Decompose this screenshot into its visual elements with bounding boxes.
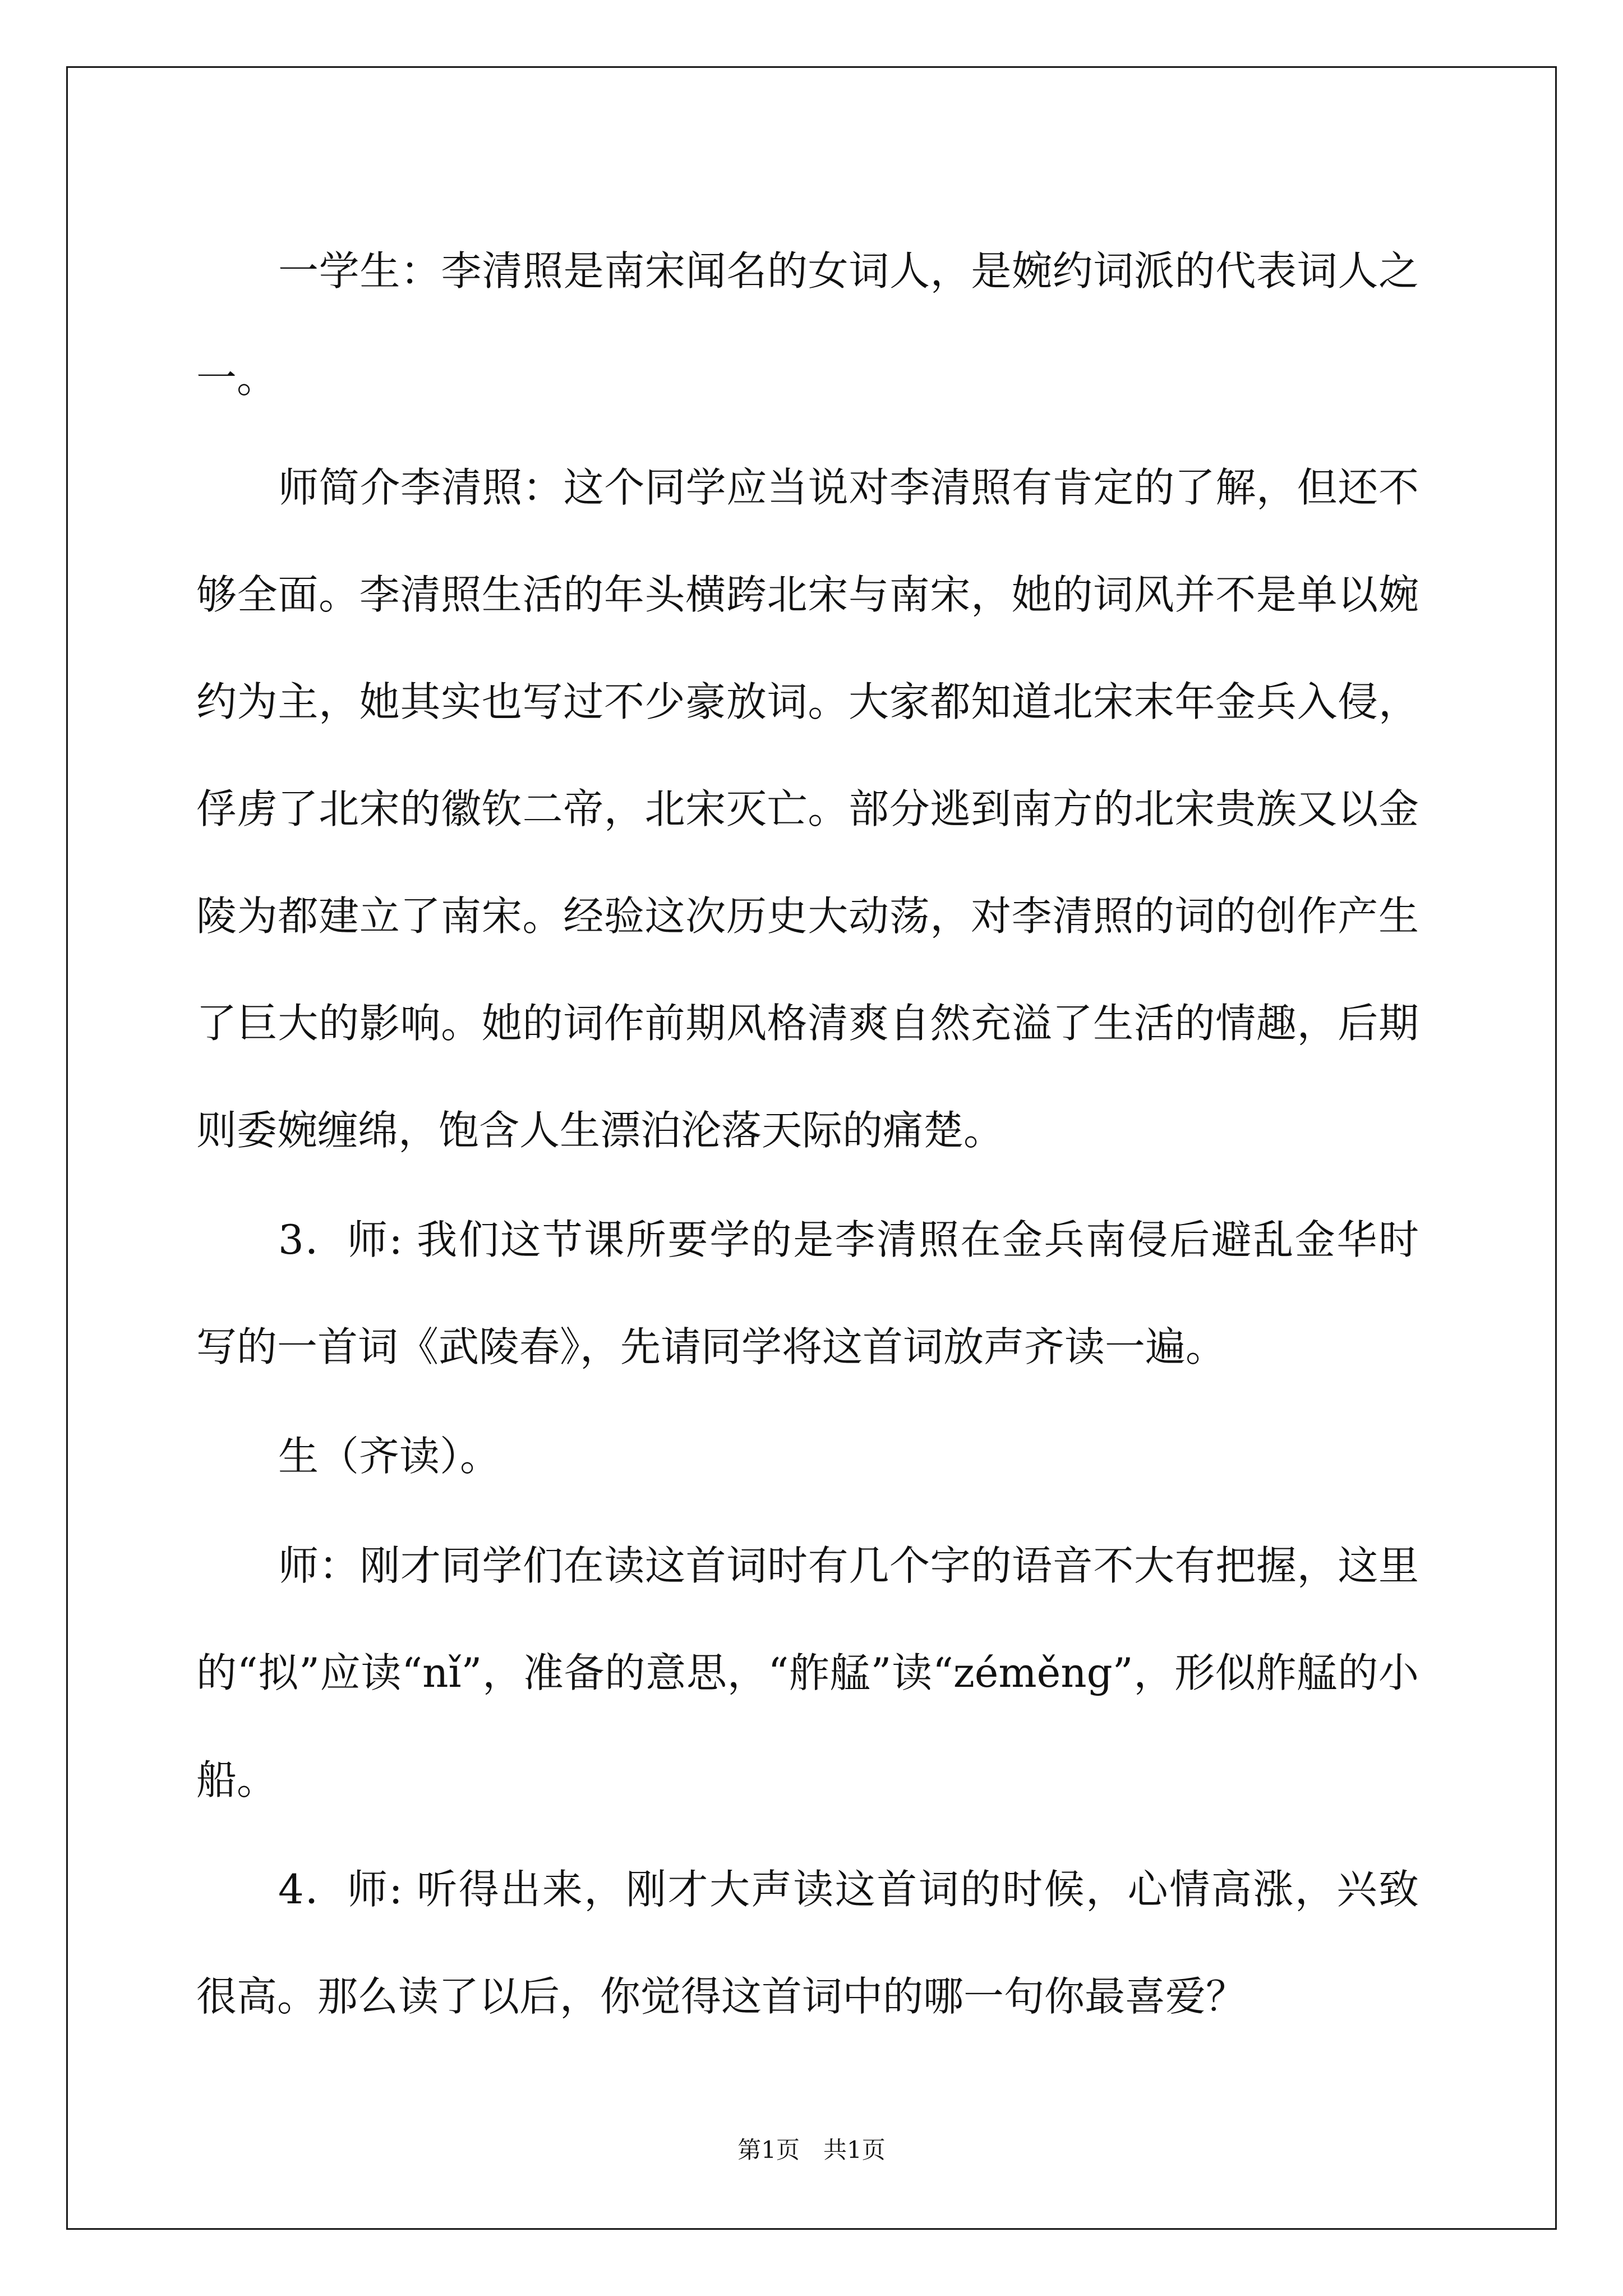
paragraph-step-3: 3．师: 我们这节课所要学的是李清照在金兵南侵后避乱金华时写的一首词《武陵春》，先请同学将这首词放声齐读一遍。: [196, 1216, 1419, 1370]
paragraph-students-read: 生（齐读）。: [278, 1433, 501, 1480]
paragraph-teacher-intro: 师简介李清照：这个同学应当说对李清照有肯定的了解，但还不够全面。李清照生活的年头横跨北宋与南宋，她的词风并不是单以婉约为主，她其实也写过不少豪放词。大家都知道北宋末年金兵入侵，俘虏了北宋的徽钦二帝，北宋灭亡。部分逃到南方的北宋贵族又以金陵为都建立了南宋。经验这次历史大动荡，对李清照的词的创作产生了巨大的影响。她的词作前期风格清爽自然充溢了生活的情趣，后期则委婉缠绵，饱含人生漂泊沦落天际的痛楚。: [196, 464, 1419, 1154]
paragraph-student-answer: 一学生：李清照是南宋闻名的女词人，是婉约词派的代表词人之一。: [196, 247, 1419, 402]
paragraph-pronunciation: 师：刚才同学们在读这首词时有几个字的语音不大有把握，这里的“拟”应读“nǐ”，准备的意思，“舴艋”读“zéměng”，形似舴艋的小船。: [196, 1542, 1419, 1803]
paragraph-step-4: 4．师: 听得出来，刚才大声读这首词的时候，心情高涨，兴致很高。那么读了以后，你觉得这首词中的哪一句你最喜爱？: [196, 1866, 1419, 2020]
document-body: [196, 218, 1419, 2050]
page-footer: 第1页 共1页: [737, 2136, 886, 2164]
